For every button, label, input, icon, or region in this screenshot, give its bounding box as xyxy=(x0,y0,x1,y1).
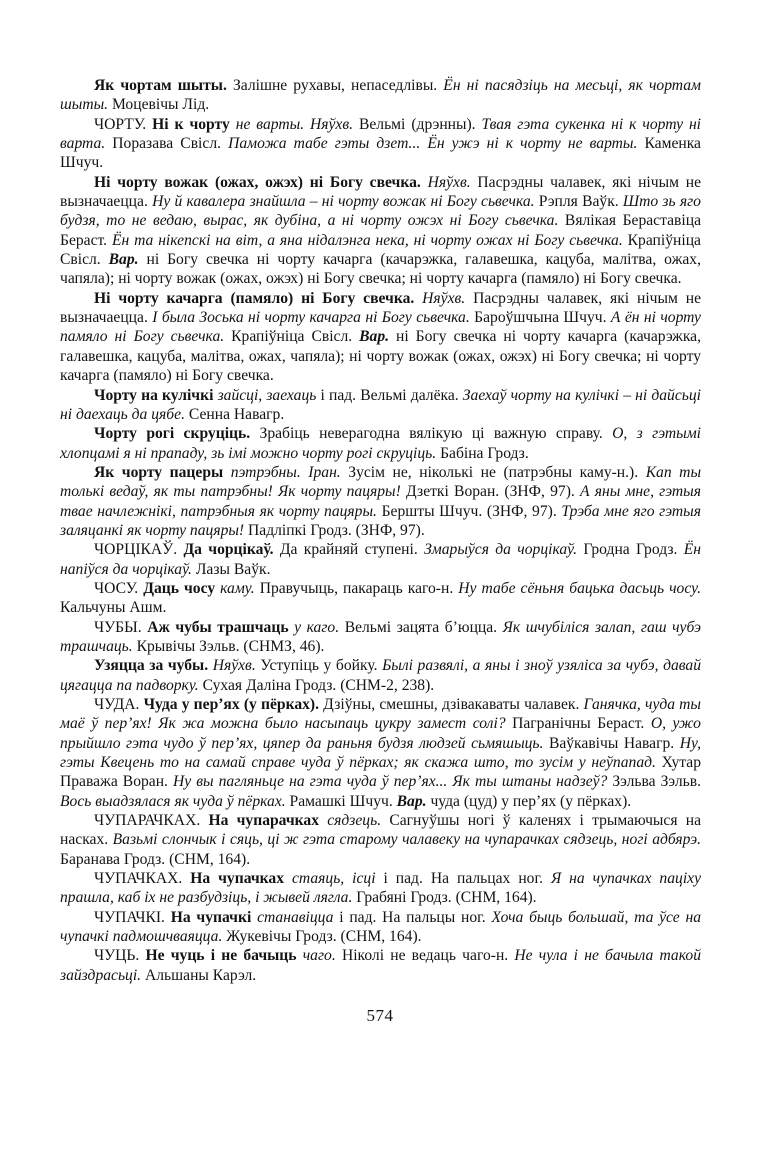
text-run: А яны мне, гэтыя твае начлежнікі, патрэбныя як чорту пацяры. xyxy=(60,483,701,520)
entry-paragraph xyxy=(60,289,701,386)
text-run: Ён та нікепскі на віт, а яна нідалэнга нека, ні чорту ожах ні Богу сьвечка. xyxy=(111,231,628,249)
text-run: Узяцца за чубы. xyxy=(94,657,213,675)
text-run: Няўхв. xyxy=(422,289,474,307)
entry-paragraph xyxy=(60,946,701,985)
text-run: Падліпкі Гродз. (ЗНФ, 97). xyxy=(248,521,425,539)
text-run: Каменка Шчуч. xyxy=(60,135,701,172)
entry-paragraph xyxy=(60,695,701,811)
text-run: Пасрэдны чалавек, які нічым не вызначаецца. xyxy=(60,173,702,211)
text-run: Рэпля Ваўк. xyxy=(538,193,623,211)
text-run: Ніколі не ведаць чаго-н. xyxy=(341,947,515,965)
text-run: ЧОРЦІКАЎ. xyxy=(94,541,184,559)
text-run: Пагранічны Бераст. xyxy=(512,715,651,733)
text-run: Бароўшчына Шчуч. xyxy=(474,309,611,327)
text-run: Уступіць у бойку. xyxy=(260,657,383,675)
text-run: Заехаў чорту на кулічкі – ні дайсьці ні даехаць да цябе. xyxy=(60,386,701,423)
page-number: 574 xyxy=(366,1006,394,1026)
text-run: Залішне рухавы, непаседлівы. xyxy=(232,77,444,94)
entry-paragraph xyxy=(60,424,701,463)
text-run: Альшаны Карэл. xyxy=(144,966,257,984)
text-run: Жукевічы Гродз. (СНМ, 164). xyxy=(226,928,422,946)
text-run: Крапіўніца Свісл. xyxy=(231,328,360,346)
text-run: ЧУЦЬ. xyxy=(94,947,146,965)
text-run: Вельмі зацята б’юцца. xyxy=(344,618,503,636)
text-run: Бершты Шчуч. (ЗНФ, 97). xyxy=(381,502,562,520)
text-run: О, ужо прыйшло гэта чудо ў пер’ях, цяпер да раньня будзя людзей сьмяшыць. xyxy=(60,715,701,752)
text-run: і пад. На пальцы ног. xyxy=(339,908,492,926)
text-run: Правучыць, пакараць каго-н. xyxy=(259,579,459,597)
text-run: ЧУПАЧКІ. xyxy=(94,908,171,926)
text-run: Грабяні Гродз. (СНМ, 164). xyxy=(356,889,537,907)
entry-paragraph xyxy=(60,618,701,657)
text-run: у каго. xyxy=(294,618,345,636)
text-run: Як чорту пацеры xyxy=(94,463,231,481)
text-run: пэтрэбны. Іран. xyxy=(230,463,349,481)
text-run: О, з гэтымі хлопцамі я ні прападу, зь імі можно чорту рогі скруціць. xyxy=(60,425,701,462)
text-run: Дзеткі Воран. (ЗНФ, 97). xyxy=(406,483,580,501)
text-run: Пасрэдны чалавек, які нічым не вызначаецца. xyxy=(60,289,702,327)
text-run: Чорту на кулічкі xyxy=(94,386,218,404)
text-run: Вар. xyxy=(108,251,147,269)
text-run: Вар. xyxy=(359,328,396,346)
text-run: Баранава Гродз. (СНМ, 164). xyxy=(60,850,251,868)
text-run: Твая гэта сукенка ні к чорту ні варта. xyxy=(60,115,702,153)
text-run: Даць чосу xyxy=(143,579,221,597)
text-run: і пад. На пальцах ног. xyxy=(383,870,551,888)
text-run: Крапіўніца Свісл. xyxy=(60,231,701,269)
text-run: Зусім не, ніколькі не (патрэбны каму-н.). xyxy=(348,463,646,481)
text-run: Не чула і не бачыла такой зайздрасьці. xyxy=(60,947,702,984)
text-run: і пад. Вельмі далёка. xyxy=(320,386,463,404)
text-run: Ні к чорту xyxy=(152,115,236,133)
text-run: зайсці, заехаць xyxy=(217,386,321,404)
text-run: ЧОСУ. xyxy=(94,579,144,597)
text-run: Ну вы пагляньце на гэта чуда ў пер’ях... Як ты штаны надзеў? xyxy=(173,773,613,791)
text-run: Вазьмі слончык і сяць, ці ж гэта старому чалавеку на чупарачках сядзець, ногі адбярэ. xyxy=(112,831,701,849)
text-run: каму. xyxy=(220,579,260,597)
text-run: Паможа табе гэты дзет... Ён ужэ ні к чорту не варты. xyxy=(228,135,645,153)
text-run: Вось выадзялася як чуда ў пёрках. xyxy=(60,792,290,810)
text-run: Зэльва Зэльв. xyxy=(612,773,701,791)
text-run: І была Зоська ні чорту качарга ні Богу сьвечка. xyxy=(152,309,475,327)
entry-paragraph xyxy=(60,386,701,425)
text-run: На чупачках xyxy=(190,870,292,888)
text-run: А ён ні чорту памяло ні Богу сьвечка. xyxy=(60,309,701,346)
text-run: Ні чорту вожак (ожах, ожэх) ні Богу свечка. xyxy=(94,173,428,191)
text-run: Рамашкі Шчуч. xyxy=(289,792,397,810)
text-run: Поразава Свісл. xyxy=(112,135,229,153)
text-run: Былі развялі, а яны і зноў узяліса за чубэ, давай цягацца па падворку. xyxy=(60,657,702,694)
text-run: На чупарачках xyxy=(208,812,328,830)
text-run: Змарыўся да чорцікаў. xyxy=(424,541,584,559)
text-run: Лазы Ваўк. xyxy=(195,560,271,578)
text-run: Гродна Гродз. xyxy=(583,541,684,559)
text-run: Вельмі (дрэнны). xyxy=(358,115,482,133)
entry-paragraph xyxy=(60,463,701,540)
text-run: стаяць, ісці xyxy=(291,870,384,888)
text-run: Не чуць і не бачыць xyxy=(145,947,303,965)
entry-paragraph xyxy=(60,811,701,869)
text-run: сядзець. xyxy=(327,812,390,830)
text-run: Няўхв. xyxy=(212,657,261,675)
text-run: Чуда у пер’ях (у пёрках). xyxy=(143,696,324,713)
text-run: Крывічы Зэльв. (СНМЗ, 46). xyxy=(136,637,325,655)
text-run: Хоча быць большай, та ўсе на чупачкі падмошчваяцца. xyxy=(60,908,701,946)
text-run: ЧУДА. xyxy=(94,696,144,713)
text-run: Бабіна Гродз. xyxy=(440,444,529,462)
text-run: Сенна Навагр. xyxy=(188,405,285,423)
text-run: Ён ні пасядзіць на месьці, як чортам шыты. xyxy=(60,77,701,114)
entry-paragraph xyxy=(60,115,701,173)
text-run: Як чортам шыты. xyxy=(94,77,233,94)
text-run: Кап ты толькі ведаў, як ты патрэбны! Як чорту пацяры! xyxy=(60,463,702,501)
text-run: ЧУБЫ. xyxy=(94,618,148,636)
text-run: станавіцца xyxy=(257,908,340,926)
text-run: не варты. Няўхв. xyxy=(235,115,359,133)
text-run: Як шчубіліся залап, гаш чубэ трашчаць. xyxy=(60,618,701,655)
text-run: ні Богу свечка ні чорту качарга (качарэжка, галавешка, кацуба, малітва, ожах, чапяла); ні чорту вожак (ожах, ожэх) ні Богу свечка; ні чорту качарга (памяло) ні Богу свечка. xyxy=(60,328,701,385)
text-run: ЧОРТУ. xyxy=(94,115,153,133)
text-run: Ваўкавічы Навагр. xyxy=(548,734,680,752)
text-run: Вялікая Бераставіца Бераст. xyxy=(60,212,701,249)
entry-paragraph xyxy=(60,540,701,579)
text-run: Трэба мне яго гэтыя заляцанкі як чорту пацяры! xyxy=(60,502,701,539)
text-run: Ён напіўся да чорцікаў. xyxy=(60,541,701,578)
text-run: Зрабіць неверагодна вялікую ці важную справу. xyxy=(259,425,613,443)
text-run: ЧУПАРАЧКАХ. xyxy=(94,812,209,830)
text-run: Ну, гэты Квецень то на самай справе чуда ў пёрках; як скажа што, то зусім у неўпапад. xyxy=(60,734,701,772)
text-run: Вар. xyxy=(396,792,431,810)
text-run: Ганячка, чуда ты маё ў пер’ях! Як жа можна было насыпаць цукру замест солі? xyxy=(60,696,701,733)
dictionary-text xyxy=(60,76,701,985)
text-run: Сухая Даліна Гродз. (СНМ-2, 238). xyxy=(202,676,435,694)
text-run: На чупачкі xyxy=(170,908,258,926)
text-run: Моцевічы Лід. xyxy=(111,96,210,114)
text-run: ЧУПАЧКАХ. xyxy=(94,870,191,888)
text-run: Сагнуўшы ногі ў каленях і трымаючыся на насках. xyxy=(60,812,701,849)
text-run: Чорту рогі скруціць. xyxy=(94,425,260,443)
entry-paragraph xyxy=(60,908,701,947)
text-run: Аж чубы трашчаць xyxy=(147,618,295,636)
text-run: Кальчуны Ашм. xyxy=(60,599,167,617)
entry-paragraph xyxy=(60,76,701,115)
text-run: Няўхв. xyxy=(427,173,478,191)
text-run: Што зь яго будзя, то не ведаю, вырас, як дубіна, а ні чорту ожэх ні Богу сьвечка. xyxy=(60,193,701,230)
text-run: Я на чупачках паціху прашла, каб іх не разбудзіць, і жывей лягла. xyxy=(60,870,701,907)
text-run: Да чорцікаў. xyxy=(183,541,280,559)
text-run: Да крайняй ступені. xyxy=(279,541,425,559)
text-run: Ні чорту качарга (памяло) ні Богу свечка. xyxy=(94,289,423,307)
text-run: Ну табе сёньня бацька дасьць чосу. xyxy=(458,579,702,597)
text-run: Хутар Праважа Воран. xyxy=(60,754,701,791)
text-run: чуда (цуд) у пер’ях (у пёрках). xyxy=(430,792,632,810)
text-run: чаго. xyxy=(302,947,342,965)
entry-paragraph xyxy=(60,656,701,695)
entry-paragraph xyxy=(60,869,701,908)
text-run: Дзіўны, смешны, дзівакаваты чалавек. xyxy=(323,696,584,713)
entry-paragraph xyxy=(60,579,701,618)
entry-paragraph xyxy=(60,173,701,289)
text-run: ні Богу свечка ні чорту качарга (качарэжка, галавешка, кацуба, малітва, ожах, чапяла); ні чорту вожак (ожах, ожэх) ні Богу свечка; ні чорту качарга (памяло) ні Богу свечка. xyxy=(60,251,701,288)
text-run: Ну й кавалера знайшла – ні чорту вожак ні Богу сьвечка. xyxy=(152,193,539,211)
